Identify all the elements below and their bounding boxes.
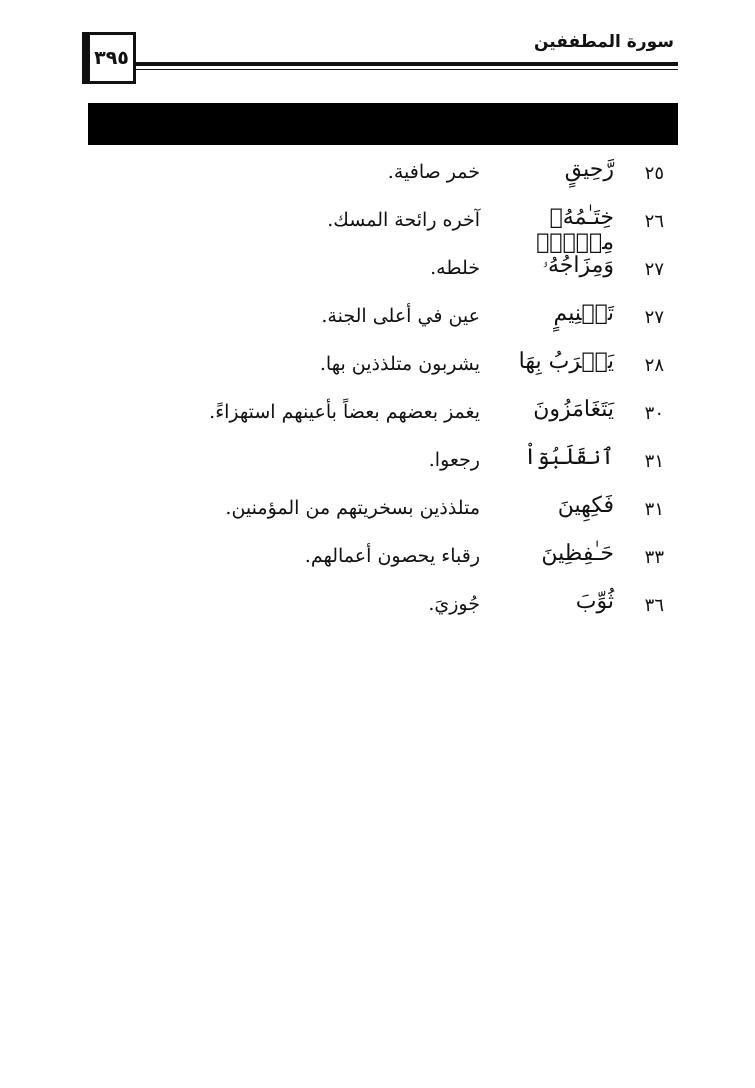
word-meaning: رجعوا. [428, 449, 480, 471]
list-item [100, 203, 670, 255]
list-item [100, 443, 670, 491]
redacted-band [88, 103, 678, 145]
list-item [100, 299, 670, 347]
word-meaning: جُوزيَ. [428, 593, 480, 615]
header-rule-thick [136, 62, 678, 66]
vocabulary-list [100, 155, 670, 635]
verse-number: ٢٥ [644, 163, 664, 184]
list-item [100, 491, 670, 539]
quran-word: يَتَغَامَزُونَ [533, 397, 614, 422]
verse-number: ٢٦ [644, 211, 664, 232]
header-rule-thin [136, 69, 678, 70]
quran-word: يَشۡرَبُ بِهَا [518, 349, 614, 374]
list-item [100, 539, 670, 587]
word-meaning: يغمز بعضهم بعضاً بأعينهم استهزاءً. [209, 401, 480, 423]
list-item [100, 155, 670, 203]
verse-number: ٢٧ [644, 259, 664, 280]
word-meaning: رقباء يحصون أعمالهم. [304, 545, 480, 567]
quran-word: تَسۡنِيمٍ [553, 301, 614, 326]
list-item [100, 251, 670, 299]
quran-word: ٱنقَلَبُوٓاْ [523, 445, 614, 470]
quran-word: حَـٰفِظِينَ [541, 541, 614, 566]
word-meaning: آخره رائحة المسك. [327, 209, 480, 231]
verse-number: ٣١ [644, 499, 664, 520]
verse-number: ٢٨ [644, 355, 664, 376]
list-item [100, 395, 670, 443]
verse-number: ٣٣ [644, 547, 664, 568]
quran-word: فَكِهِينَ [557, 493, 614, 518]
verse-number: ٣٠ [644, 403, 664, 424]
list-item [100, 587, 670, 635]
surah-title: سورة المطففين [534, 32, 674, 52]
page-header [82, 28, 678, 88]
word-meaning: خمر صافية. [387, 161, 480, 183]
word-meaning: خلطه. [430, 257, 480, 279]
word-meaning: يشربون متلذذين بها. [319, 353, 480, 375]
quran-word: رَّحِيقٍ [564, 157, 614, 182]
verse-number: ٣١ [644, 451, 664, 472]
quran-word: وَمِزَاجُهُۥ [542, 253, 614, 278]
word-meaning: متلذذين بسخريتهم من المؤمنين. [225, 497, 480, 519]
quran-word: خِتَـٰمُهُۥ مِسۡكٌۚ [536, 205, 614, 255]
verse-number: ٢٧ [644, 307, 664, 328]
page-number: ٣٩٥ [82, 32, 136, 84]
list-item [100, 347, 670, 395]
verse-number: ٣٦ [644, 595, 664, 616]
quran-word: ثُوِّبَ [575, 589, 614, 614]
word-meaning: عين في أعلى الجنة. [321, 305, 480, 327]
